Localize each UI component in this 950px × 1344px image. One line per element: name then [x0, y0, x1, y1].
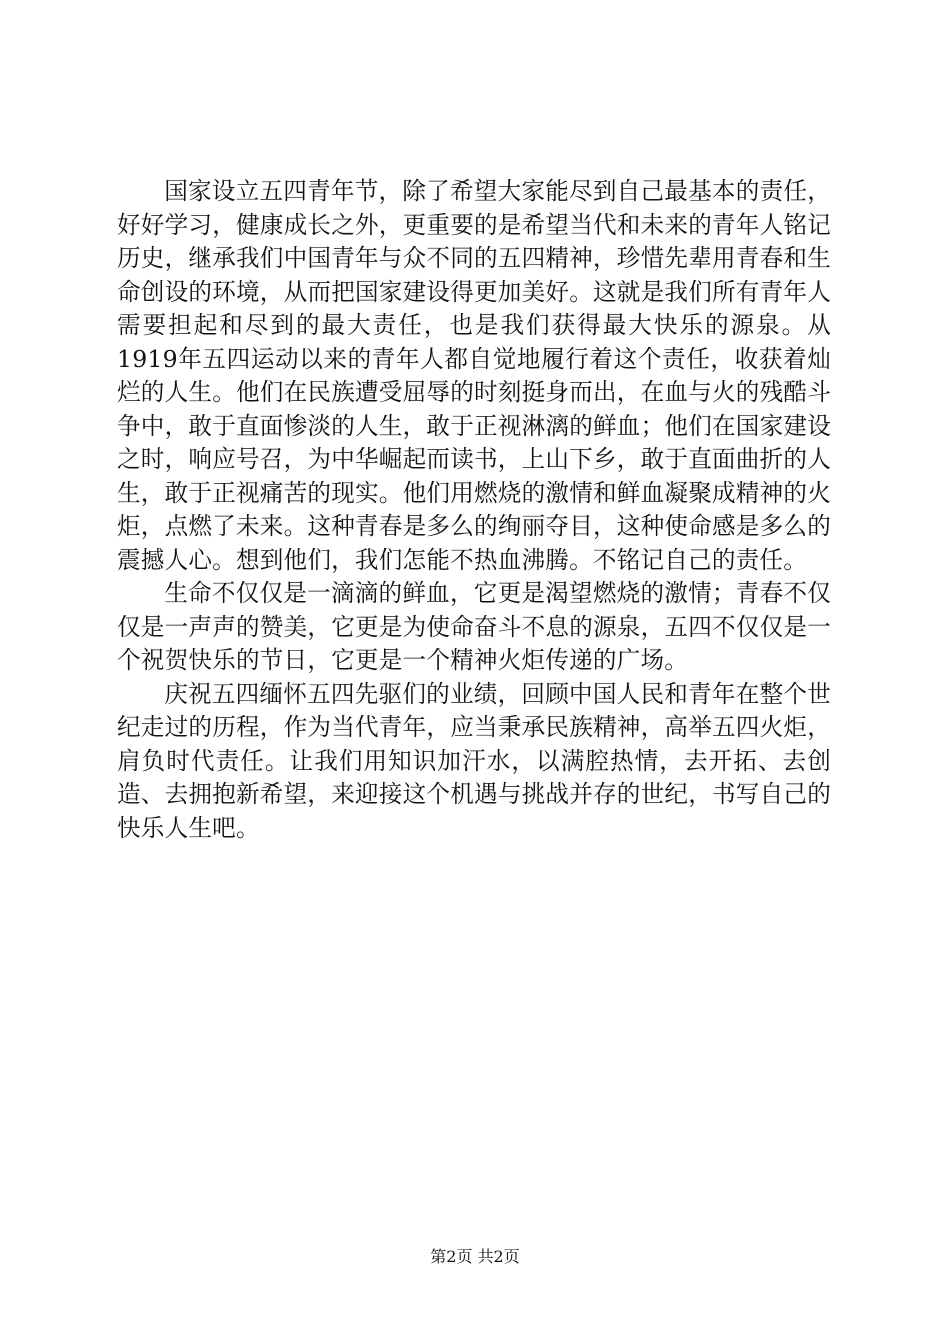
- paragraph-1: 国家设立五四青年节，除了希望大家能尽到自己最基本的责任，好好学习，健康成长之外，更重要的是希望当代和未来的青年人铭记历史，继承我们中国青年与众不同的五四精神，珍惜先辈用青春和生命创设的环境，从而把国家建设得更加美好。这就是我们所有青年人需要担起和尽到的最大责任，也是我们获得最大快乐的源泉。从1919年五四运动以来的青年人都自觉地履行着这个责任，收获着灿烂的人生。他们在民族遭受屈辱的时刻挺身而出，在血与火的残酷斗争中，敢于直面惨淡的人生，敢于正视淋漓的鲜血；他们在国家建设之时，响应号召，为中华崛起而读书，上山下乡，敢于直面曲折的人生，敢于正视痛苦的现实。他们用燃烧的激情和鲜血凝聚成精神的火炬，点燃了未来。这种青春是多么的绚丽夺目，这种使命感是多么的震撼人心。想到他们，我们怎能不热血沸腾。不铭记自己的责任。: [117, 177, 831, 574]
- document-body: [117, 175, 831, 845]
- paragraph-3: 庆祝五四缅怀五四先驱们的业绩，回顾中国人民和青年在整个世纪走过的历程，作为当代青年，应当秉承民族精神，高举五四火炬，肩负时代责任。让我们用知识加汗水，以满腔热情，去开拓、去创造、去拥抱新希望，来迎接这个机遇与挑战并存的世纪，书写自己的快乐人生吧。: [117, 679, 831, 842]
- paragraph-2: 生命不仅仅是一滴滴的鲜血，它更是渴望燃烧的激情；青春不仅仅是一声声的赞美，它更是为使命奋斗不息的源泉，五四不仅仅是一个祝贺快乐的节日，它更是一个精神火炬传递的广场。: [117, 579, 831, 674]
- page-footer: 第2页 共2页: [430, 1247, 520, 1266]
